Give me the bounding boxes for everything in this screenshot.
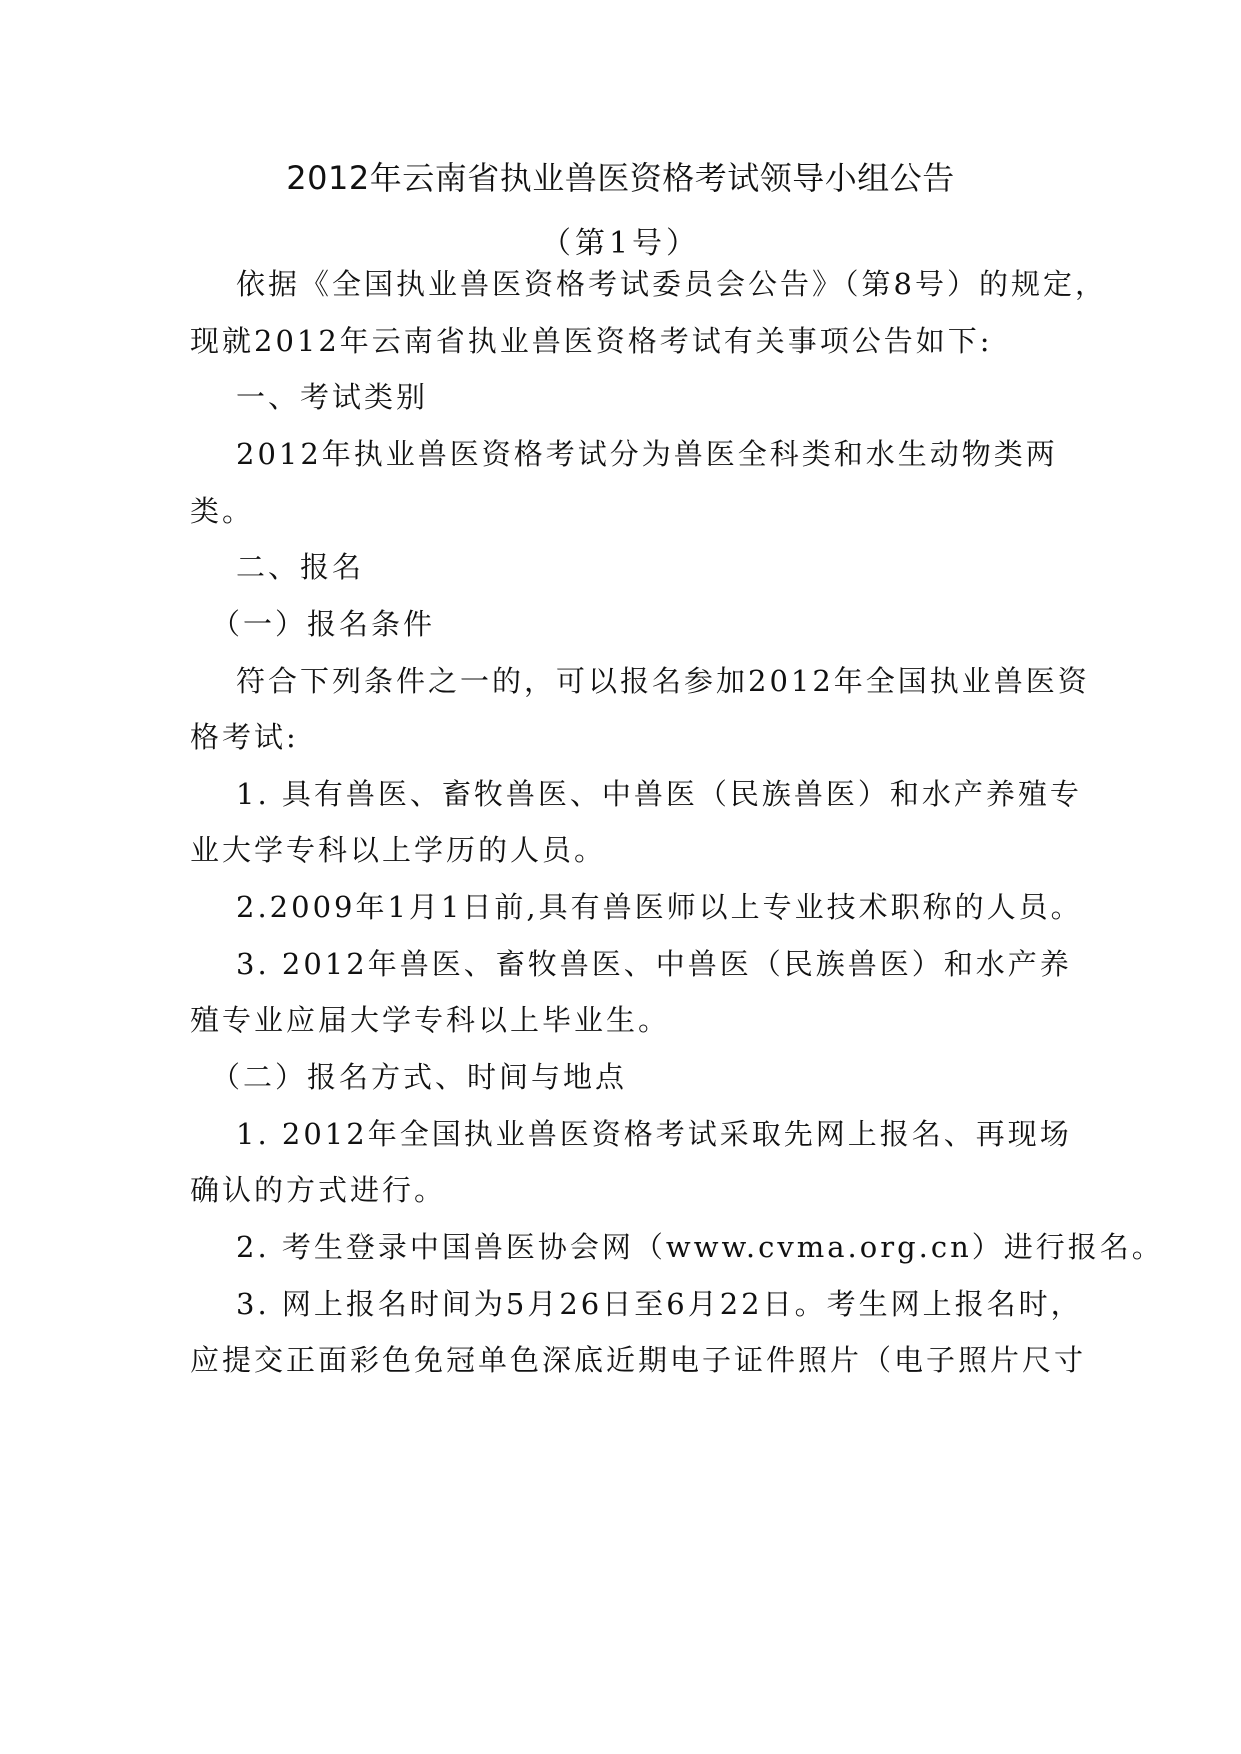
body-line-11: 业大学专科以上学历的人员。 [190, 833, 607, 867]
subsection-heading-1: （一）报名条件 [211, 607, 436, 641]
announcement-number: （第1号） [540, 226, 701, 261]
body-line-20: 应提交正面彩色免冠单色深底近期电子证件照片（电子照片尺寸 [190, 1343, 1087, 1377]
list-item-4: 1. 2012年全国执业兽医资格考试采取先网上报名、再现场 [236, 1117, 1072, 1151]
body-line-1: 依据《全国执业兽医资格考试委员会公告》（第8号）的规定， [236, 267, 1107, 301]
list-item-3: 3. 2012年兽医、畜牧兽医、中兽医（民族兽医）和水产养 [236, 947, 1072, 981]
list-item-6: 3. 网上报名时间为5月26日至6月22日。考生网上报名时， [236, 1287, 1083, 1321]
document-title: 2012年云南省执业兽医资格考试领导小组公告 [286, 159, 955, 197]
section-heading-1: 一、考试类别 [236, 380, 429, 414]
section-heading-2: 二、报名 [236, 550, 365, 584]
body-line-8: 符合下列条件之一的，可以报名参加2012年全国执业兽医资 [236, 664, 1090, 698]
body-line-5: 类。 [190, 494, 255, 528]
body-line-17: 确认的方式进行。 [190, 1173, 447, 1207]
body-line-4: 2012年执业兽医资格考试分为兽医全科类和水生动物类两 [236, 437, 1058, 471]
list-item-1: 1. 具有兽医、畜牧兽医、中兽医（民族兽医）和水产养殖专 [236, 777, 1082, 811]
list-item-5: 2. 考生登录中国兽医协会网（www.cvma.org.cn）进行报名。 [236, 1230, 1164, 1264]
list-item-2: 2.2009年1月1日前,具有兽医师以上专业技术职称的人员。 [236, 890, 1083, 924]
subsection-heading-2: （二）报名方式、时间与地点 [211, 1060, 628, 1094]
body-line-2: 现就2012年云南省执业兽医资格考试有关事项公告如下: [190, 324, 993, 358]
body-line-9: 格考试: [190, 720, 299, 754]
body-line-14: 殖专业应届大学专科以上毕业生。 [190, 1003, 671, 1037]
